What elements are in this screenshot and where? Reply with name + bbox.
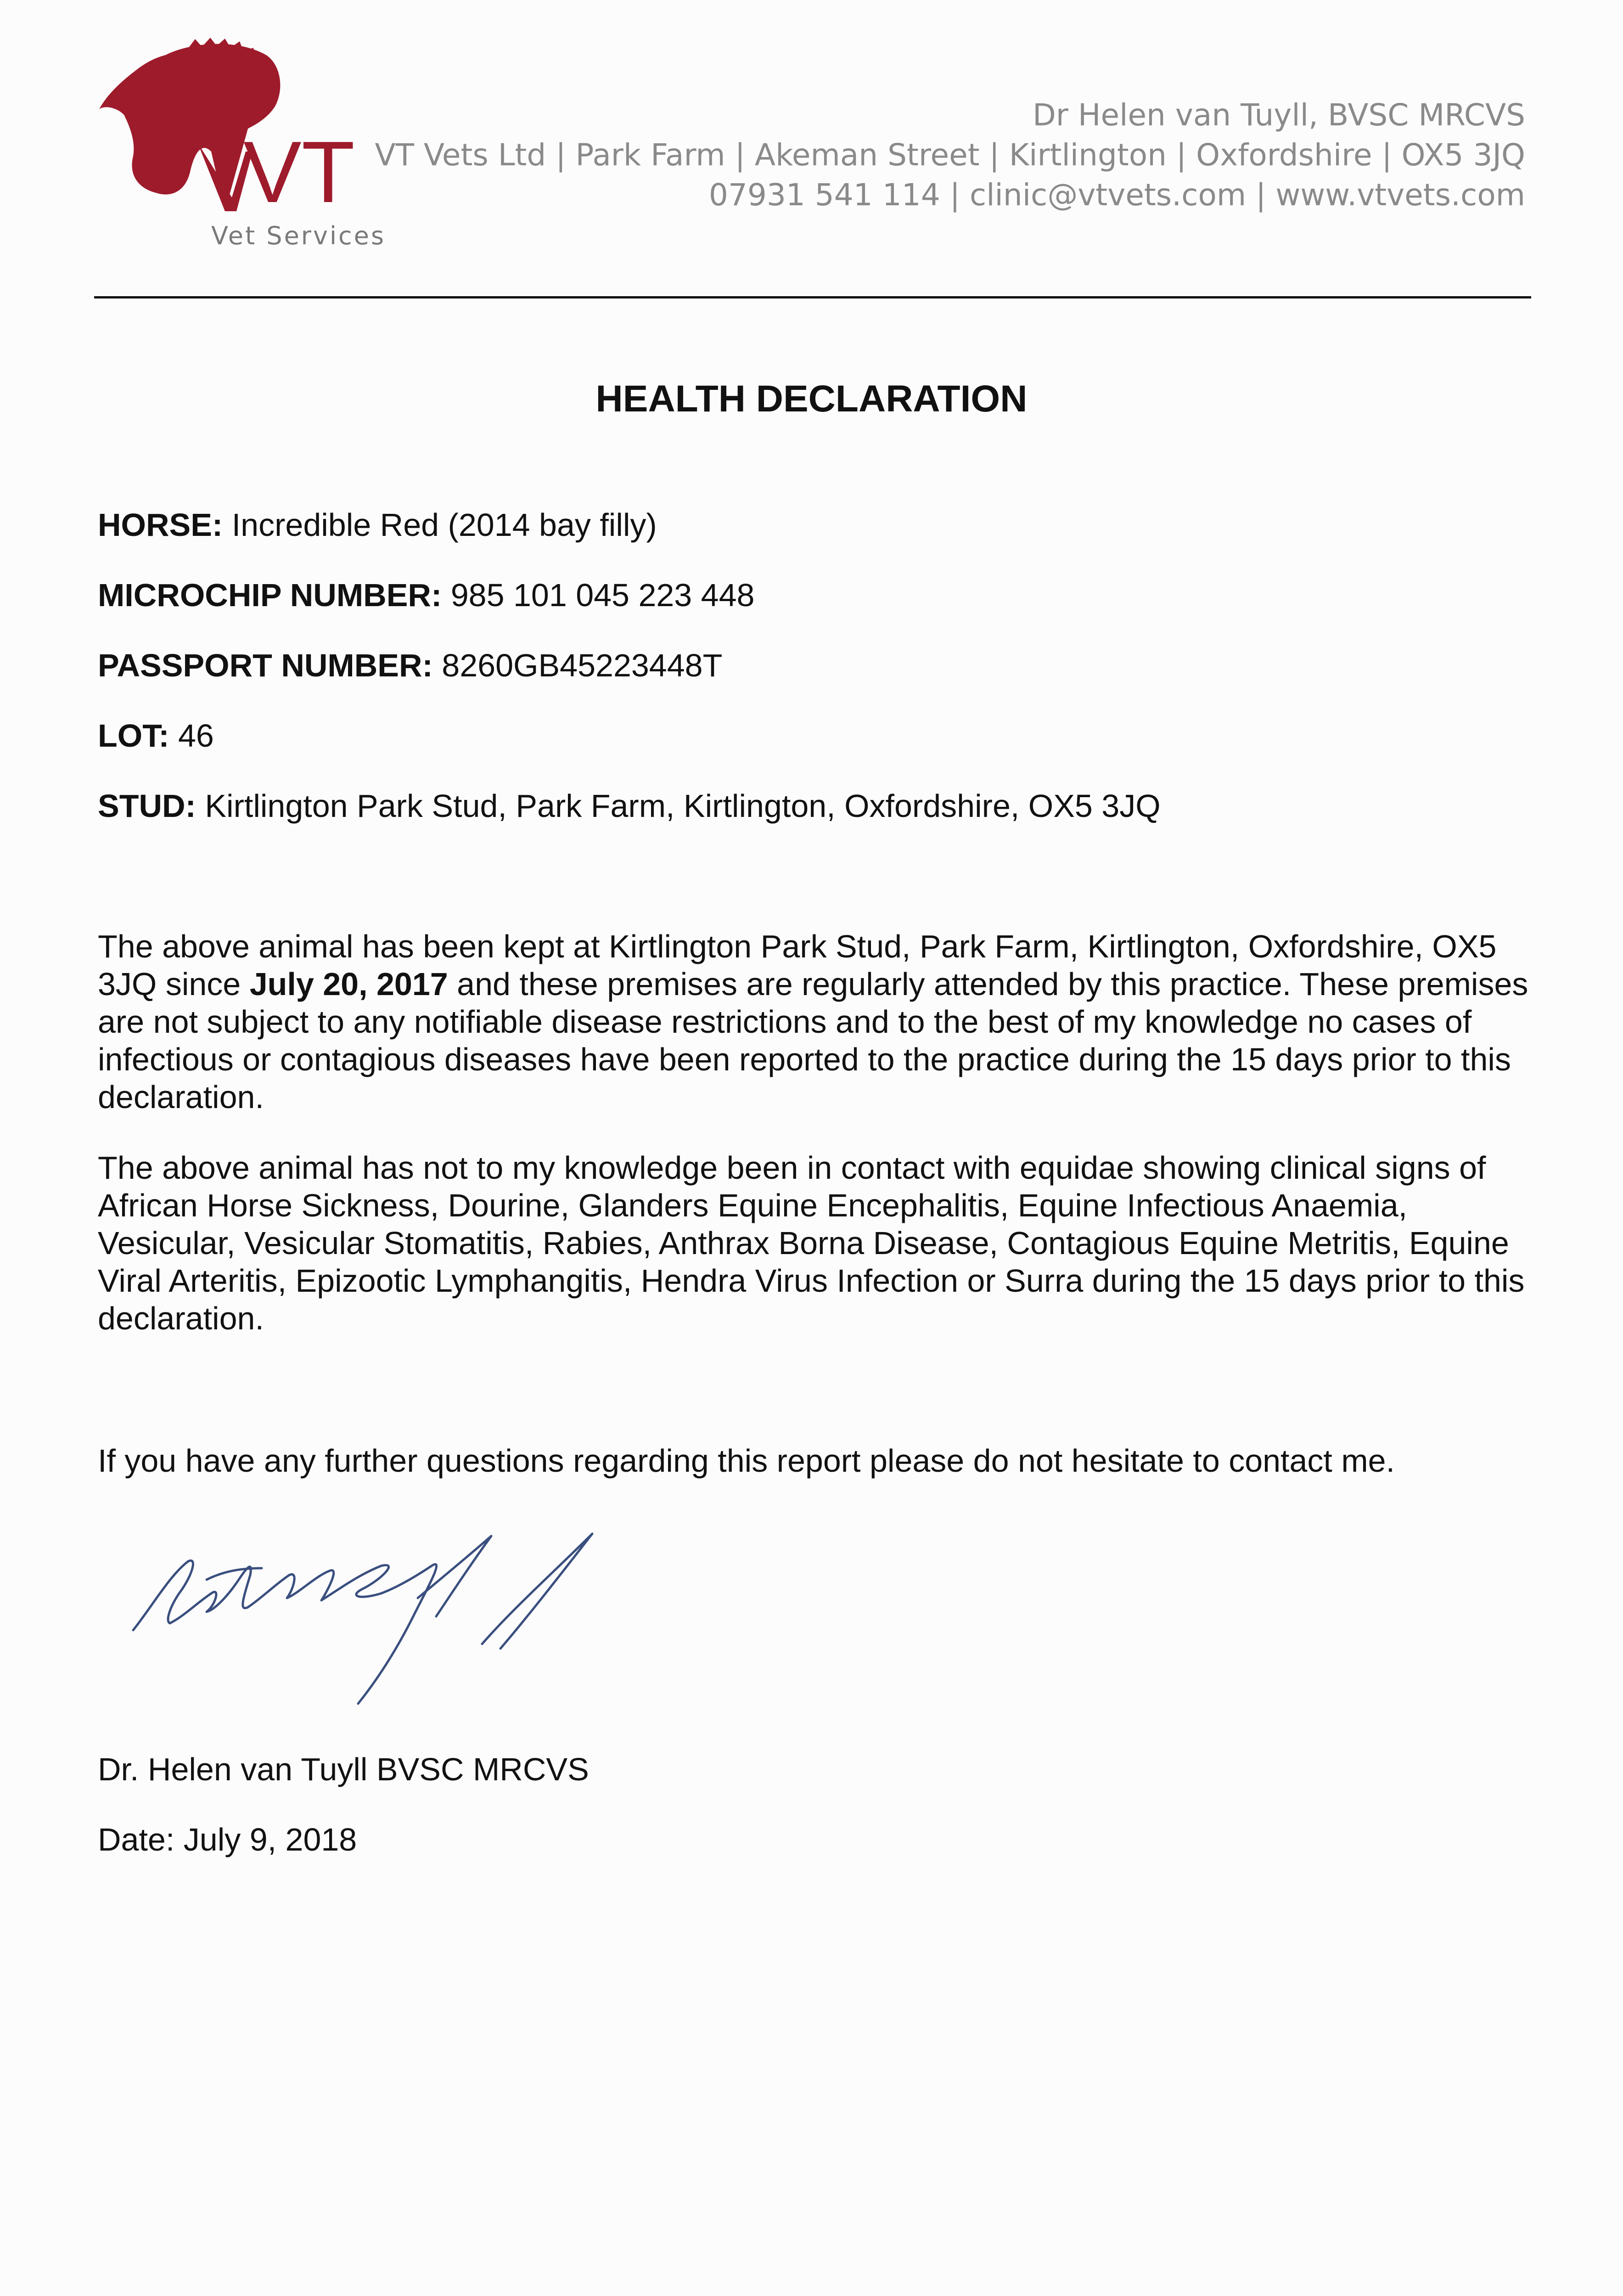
premises-text-2: and these premises are regularly attended by this practice. These premises are not subject to any notifiable disease restrictions and to the best of my knowledge no cases of infectious or contagious diseases have been reported to the practice during the 15 days prior to this declaration. [98, 966, 1528, 1115]
stud-field [98, 790, 1161, 822]
microchip-value: 985 101 045 223 448 [450, 577, 755, 613]
horse-field [98, 509, 657, 541]
header-divider [94, 296, 1531, 298]
practice-contact: 07931 541 114 | clinic@vtvets.com | www.vtvets.com [708, 177, 1525, 213]
contact-diseases-paragraph: The above animal has not to my knowledge been in contact with equidae showing clinical signs of African Horse Sickness, Dourine, Glanders Equine Encephalitis, Equine Infectious Anaemia, Vesicular, Vesicular Stomatitis, Rabies, Anthrax Borna Disease, Contagious Equine Metritis, Equine Viral Arteritis, Epizootic Lymphangitis, Hendra Virus Infection or Surra during the 15 days prior to this declaration. [98, 1150, 1525, 1336]
lot-label: LOT: [98, 718, 169, 754]
stud-value: Kirtlington Park Stud, Park Farm, Kirtlington, Oxfordshire, OX5 3JQ [205, 788, 1161, 824]
premises-since-date: July 20, 2017 [249, 966, 448, 1002]
closing-line: If you have any further questions regarding this report please do not hesitate to contact me. [98, 1443, 1395, 1479]
premises-text-1: The above animal has been kept at Kirtlington Park Stud, Park Farm, Kirtlington, Oxfordshire, OX5 3JQ since [98, 929, 1497, 1002]
logo-subtitle: Vet Services [211, 221, 386, 250]
horse-value: Incredible Red (2014 bay filly) [231, 507, 657, 543]
vet-name-header: Dr Helen van Tuyll, BVSC MRCVS [1032, 97, 1525, 133]
stud-label: STUD: [98, 788, 196, 824]
passport-label: PASSPORT NUMBER: [98, 647, 433, 683]
premises-paragraph [98, 928, 1539, 1116]
microchip-field [98, 579, 754, 611]
signatory-name: Dr. Helen van Tuyll BVSC MRCVS [98, 1751, 589, 1787]
document-title: HEALTH DECLARATION [595, 378, 1028, 420]
passport-field [98, 649, 722, 681]
vt-vet-services-logo [87, 37, 399, 257]
lot-field [98, 720, 214, 752]
passport-value: 8260GB45223448T [442, 647, 723, 683]
lot-value: 46 [178, 718, 214, 754]
horse-label: HORSE: [98, 507, 223, 543]
logo-text: VT [243, 124, 355, 221]
signed-date: Date: July 9, 2018 [98, 1822, 357, 1857]
practice-address: VT Vets Ltd | Park Farm | Akeman Street | Kirtlington | Oxfordshire | OX5 3JQ [375, 137, 1525, 173]
handwritten-signature [124, 1525, 638, 1717]
microchip-label: MICROCHIP NUMBER: [98, 577, 442, 613]
